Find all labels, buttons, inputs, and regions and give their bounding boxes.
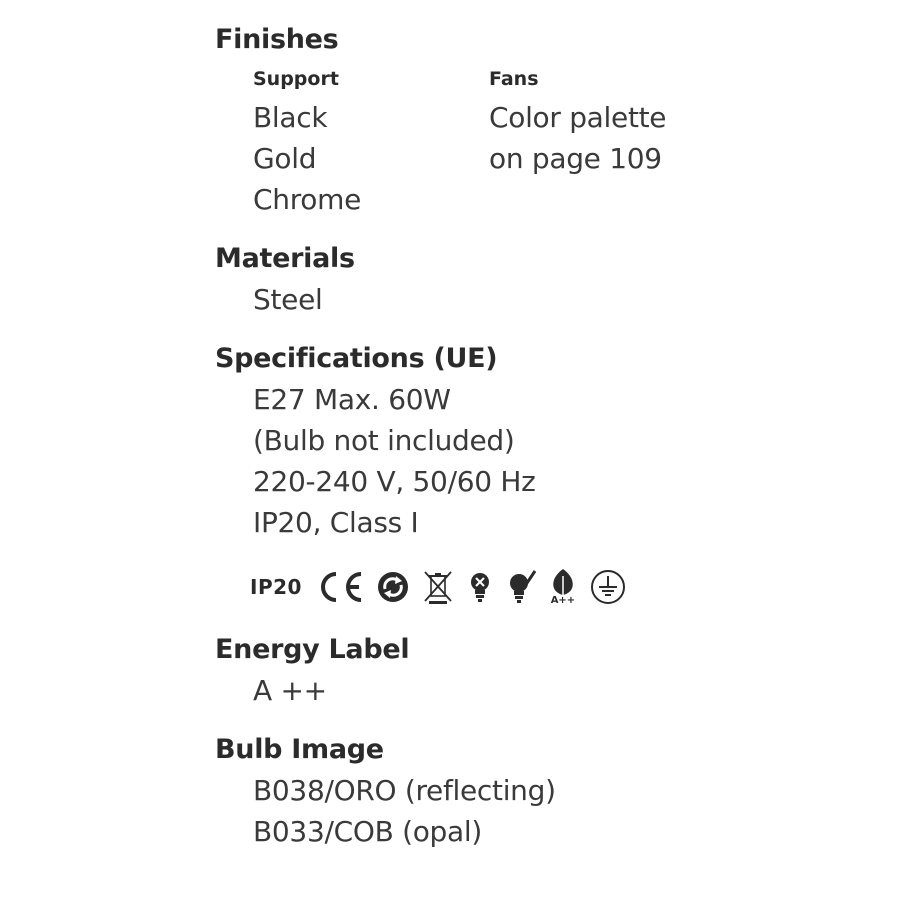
spec-line-bulb: (Bulb not included) <box>253 424 515 457</box>
bulb-x-icon <box>466 570 494 604</box>
bulb-image-heading: Bulb Image <box>215 734 384 765</box>
fans-text-line-1: Color palette <box>489 101 667 134</box>
support-subheading: Support <box>253 68 339 90</box>
ce-mark-icon <box>316 570 364 604</box>
support-item-gold: Gold <box>253 142 317 175</box>
ip20-label: IP20 <box>250 575 302 599</box>
specifications-heading: Specifications (UE) <box>215 343 498 374</box>
bulb-item-opal: B033/COB (opal) <box>253 815 482 848</box>
leaf-energy-icon <box>548 568 578 606</box>
materials-item-steel: Steel <box>253 283 323 316</box>
bulb-check-icon <box>506 569 536 605</box>
support-item-chrome: Chrome <box>253 183 362 216</box>
certification-icons <box>250 565 638 609</box>
recycle-icon <box>376 570 410 604</box>
energy-label-heading: Energy Label <box>215 634 410 665</box>
spec-line-ip-class: IP20, Class I <box>253 506 419 539</box>
ground-icon <box>590 569 626 605</box>
support-item-black: Black <box>253 101 328 134</box>
fans-subheading: Fans <box>489 68 539 90</box>
spec-line-socket: E27 Max. 60W <box>253 383 451 416</box>
finishes-heading: Finishes <box>215 24 339 55</box>
fans-text-line-2: on page 109 <box>489 142 662 175</box>
bulb-item-reflecting: B038/ORO (reflecting) <box>253 774 556 807</box>
energy-class-label: A++ <box>550 595 576 606</box>
spec-line-voltage: 220-240 V, 50/60 Hz <box>253 465 536 498</box>
materials-heading: Materials <box>215 243 355 274</box>
weee-bin-icon <box>422 569 454 605</box>
energy-label-value: A ++ <box>253 674 327 707</box>
